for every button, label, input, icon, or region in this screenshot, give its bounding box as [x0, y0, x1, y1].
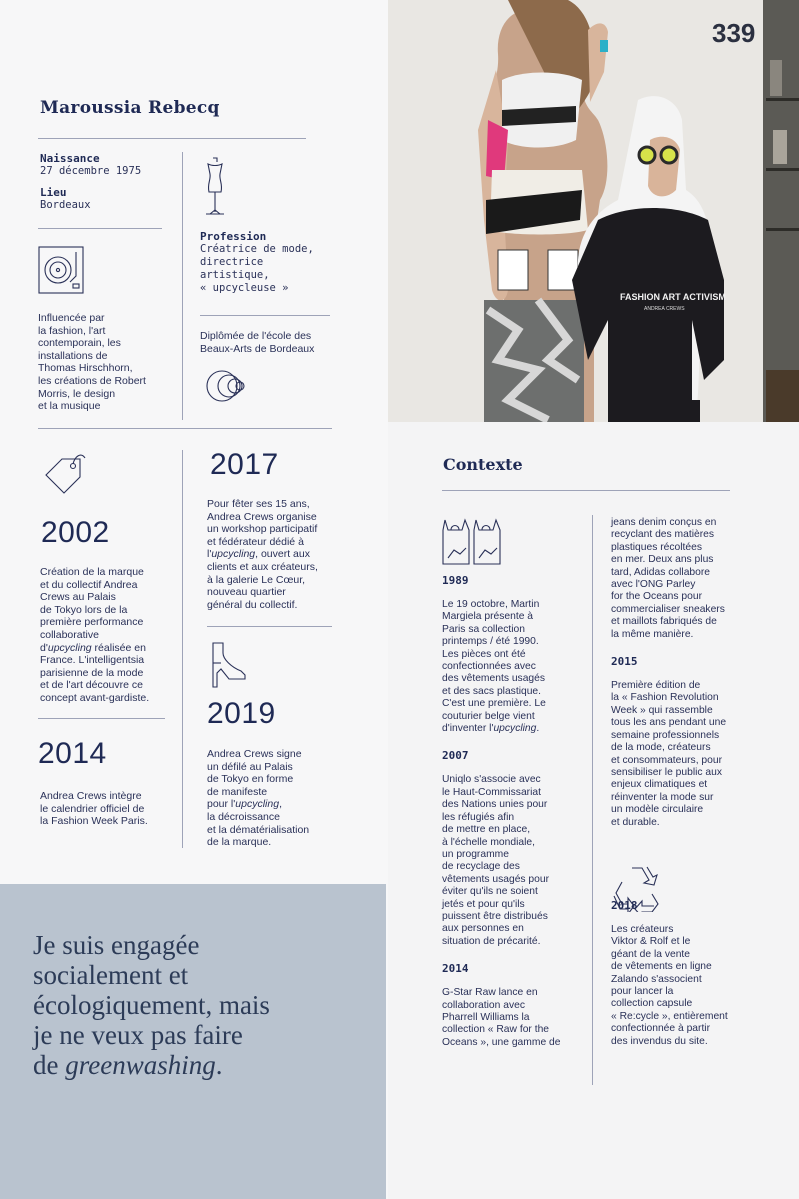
text-line: clients et aux créateurs, — [207, 560, 318, 573]
profession-text — [200, 243, 314, 295]
text-line: de la mode, créateurs — [611, 742, 711, 754]
text-line: jeans denim conçus en — [611, 517, 717, 528]
text-line: de vêtements en ligne — [611, 961, 712, 973]
text-line: collection capsule — [611, 998, 693, 1010]
text-line: d'inventer l'upcycling. — [442, 723, 540, 735]
text-line: les créations de Robert — [38, 374, 146, 387]
context-title: Contexte — [443, 455, 523, 474]
text-line: et de l'art découvre ce — [40, 679, 143, 692]
text-line: collaboration avec — [442, 999, 525, 1011]
divider — [38, 138, 306, 139]
text-line: jetés et pour qu'ils — [442, 898, 525, 910]
text-line: collection « Raw for the — [442, 1024, 550, 1036]
text-line: Paris sa collection — [442, 623, 525, 635]
price-tag-icon — [42, 447, 88, 503]
text-line: la « Fashion Revolution — [611, 692, 719, 704]
text-line: et la dématérialisation — [207, 823, 310, 836]
context-year-2014: 2014 — [442, 962, 469, 976]
diploma-text — [200, 330, 314, 355]
photo — [388, 0, 799, 422]
text-line: de recyclage des — [442, 861, 520, 873]
text-line: Margiela présente à — [442, 611, 534, 623]
text-line: le Haut-Commissariat — [442, 786, 541, 798]
year-2017: 2017 — [210, 448, 279, 481]
birth-value: 27 décembre 1975 — [40, 165, 142, 177]
text-line: Les créateurs — [611, 923, 674, 935]
context-entry-2007 — [442, 774, 582, 948]
text-line: plastiques récoltées — [611, 541, 703, 553]
text-line: artistique, — [200, 269, 270, 281]
shirt-print-text: FASHION ART ACTIVISM — [620, 292, 726, 302]
text-line: et fédérateur dédié à — [207, 535, 304, 548]
text-line: de Tokyo lors de la — [40, 603, 128, 616]
text-line: Andrea Crews signe — [207, 748, 302, 760]
text-line: concept avant-gardiste. — [40, 691, 150, 704]
text-line: collaborative — [40, 628, 99, 641]
quote-line: socialement et — [33, 960, 189, 990]
divider — [38, 228, 162, 229]
text-line: la fashion, l'art — [38, 324, 106, 337]
text-line: et des sacs plastique. — [442, 685, 542, 697]
year-2014: 2014 — [38, 737, 107, 770]
vertical-divider — [182, 450, 183, 848]
text-line: de mettre en place, — [442, 824, 531, 836]
text-line: à la galerie Le Cœur, — [207, 573, 306, 586]
concentric-circles-icon — [205, 369, 253, 403]
shirt-print-subtext: ANDREA CREWS — [644, 306, 685, 312]
text-line: semaine professionnels — [611, 729, 720, 741]
text-line: la décroissance — [207, 810, 280, 823]
text-line: la même manière. — [611, 628, 694, 640]
text-line: situation de précarité. — [442, 935, 541, 947]
context-entry-2014 — [442, 987, 582, 1049]
text-line: et la musique — [38, 400, 101, 413]
context-entry-2015 — [611, 680, 741, 829]
text-line: tous les ans pendant une — [611, 717, 727, 729]
birth-label: Naissance — [40, 152, 100, 165]
recycle-icon — [612, 862, 662, 912]
divider — [200, 315, 330, 316]
profession-block — [200, 230, 314, 295]
text-line: réinventer la mode sur — [611, 791, 714, 803]
text-line: Influencée par — [38, 312, 105, 324]
text-line: Thomas Hirschhorn, — [38, 362, 133, 375]
text-line: Créatrice de mode, — [200, 243, 314, 255]
plastic-bags-icon — [442, 518, 504, 566]
context-year-2007: 2007 — [442, 749, 469, 763]
text-line: Andrea Crews intègre — [40, 790, 142, 802]
context-entry-1989 — [442, 599, 582, 735]
text-line: des Nations unies pour — [442, 799, 548, 811]
text-line: un programme — [442, 848, 509, 860]
text-line: un workshop participatif — [207, 523, 318, 536]
text-line: un défilé au Palais — [207, 760, 293, 773]
text-line: Viktor & Rolf et le — [611, 936, 691, 948]
profession-label: Profession — [200, 230, 267, 243]
text-line: première performance — [40, 616, 144, 629]
text-line: de manifeste — [207, 785, 268, 798]
quote-line: je ne veux pas faire — [33, 1020, 243, 1050]
context-entry-continued — [611, 517, 741, 641]
place-label: Lieu — [40, 186, 67, 199]
text-line: vêtements usagés pour — [442, 873, 550, 885]
birth-block — [40, 152, 141, 212]
divider — [207, 626, 332, 627]
text-line: printemps / été 1990. — [442, 636, 539, 648]
text-line: d'upcycling réalisée en — [40, 641, 146, 654]
text-line: commercialiser sneakers — [611, 603, 725, 615]
text-line: tard, Adidas collabore — [611, 566, 711, 578]
text-line: confectionnées avec — [442, 661, 536, 673]
text-line: sensibiliser le public aux — [611, 766, 723, 778]
text-line: couturier belge vient — [442, 710, 535, 722]
text-line: Pour fêter ses 15 ans, — [207, 498, 310, 510]
context-column-2 — [611, 517, 741, 1048]
text-line: confectionnée à partir — [611, 1023, 711, 1035]
text-line: et maillots fabriqués de — [611, 616, 717, 628]
vertical-divider — [592, 515, 593, 1085]
text-line: des vêtements usagés — [442, 673, 546, 685]
text-line: contemporain, les — [38, 337, 121, 350]
text-line: de greenwashing. — [33, 1050, 223, 1080]
text-line: à l'échelle mondiale, — [442, 836, 535, 848]
text-line: l'upcycling, ouvert aux — [207, 548, 310, 561]
text-line: France. L'intelligentsia — [40, 654, 145, 667]
text-line: et du collectif Andrea — [40, 578, 138, 591]
text-line: installations de — [38, 349, 108, 362]
text-line: directrice — [200, 256, 264, 268]
text-line: puissent être distribués — [442, 910, 548, 922]
text-line: parisienne de la mode — [40, 666, 144, 679]
pull-quote — [33, 930, 333, 1080]
year-2002: 2002 — [41, 516, 110, 549]
quote-line: Je suis engagée — [33, 930, 200, 960]
text-line: et consommateurs, pour — [611, 754, 723, 766]
text-line: éviter qu'ils ne soient — [442, 886, 538, 898]
text-line: avec l'ONG Parley — [611, 579, 696, 591]
text-line: Andrea Crews organise — [207, 510, 317, 523]
divider — [442, 490, 730, 491]
text-line: de Tokyo en forme — [207, 773, 294, 786]
text-line: Beaux-Arts de Bordeaux — [200, 342, 315, 355]
text-line: Les pièces ont été — [442, 648, 526, 660]
text-line: général du collectif. — [207, 598, 298, 611]
timeline-2014-text — [40, 790, 180, 828]
text-line: nouveau quartier — [207, 586, 286, 599]
text-line: Oceans », une gamme de — [442, 1036, 561, 1048]
text-line: et durable. — [611, 816, 660, 828]
text-line: le calendrier officiel de — [40, 802, 145, 815]
text-line: Première édition de — [611, 680, 701, 692]
text-line: Pharrell Williams la — [442, 1011, 530, 1023]
text-line: la Fashion Week Paris. — [40, 815, 148, 828]
influences-text — [38, 312, 146, 413]
text-line: des invendus du site. — [611, 1035, 708, 1047]
text-line: recyclant des matières — [611, 529, 715, 541]
text-line: Diplômée de l'école des — [200, 330, 312, 342]
text-line: G-Star Raw lance en — [442, 987, 538, 999]
text-line: Week » qui rassemble — [611, 704, 713, 716]
text-line: « Re:cycle », entièrement — [611, 1010, 728, 1022]
text-line: pour l'upcycling, — [207, 798, 282, 811]
text-line: Zalando s'associent — [611, 973, 702, 985]
quote-line: écologiquement, mais — [33, 990, 270, 1020]
turntable-icon — [38, 246, 84, 294]
timeline-2002-text — [40, 566, 180, 705]
timeline-2017-text — [207, 498, 342, 611]
place-value: Bordeaux — [40, 199, 91, 211]
text-line: Uniqlo s'associe avec — [442, 774, 541, 786]
text-line: Le 19 octobre, Martin — [442, 599, 540, 610]
context-year-1989: 1989 — [442, 574, 469, 587]
context-column-1 — [442, 574, 582, 1049]
text-line: géant de la vente — [611, 948, 691, 960]
page-number: 339 — [712, 18, 756, 48]
text-line: for the Oceans pour — [611, 591, 703, 603]
text-line: aux personnes en — [442, 923, 524, 935]
year-2019: 2019 — [207, 697, 276, 730]
context-year-2015: 2015 — [611, 655, 638, 669]
text-line: Création de la marque — [40, 566, 144, 578]
text-line: « upcycleuse » — [200, 282, 289, 294]
divider — [38, 718, 165, 719]
context-year-2018: 2018 — [611, 898, 638, 912]
person-name: Maroussia Rebecq — [40, 98, 220, 118]
timeline-2019-text — [207, 748, 342, 849]
text-line: enjeux climatiques et — [611, 779, 708, 791]
text-line: C'est une première. Le — [442, 698, 546, 710]
divider — [38, 428, 332, 429]
text-line: pour lancer la — [611, 985, 674, 997]
text-line: Crews au Palais — [40, 591, 116, 604]
context-entry-2018 — [611, 924, 741, 1048]
text-line: les réfugiés afin — [442, 811, 515, 823]
vertical-divider — [182, 152, 183, 420]
text-line: un modèle circulaire — [611, 804, 704, 816]
text-line: en mer. Deux ans plus — [611, 554, 714, 566]
dress-form-icon — [200, 156, 230, 218]
text-line: Morris, le design — [38, 387, 116, 400]
text-line: de la marque. — [207, 836, 272, 849]
high-heel-boot-icon — [205, 641, 249, 689]
